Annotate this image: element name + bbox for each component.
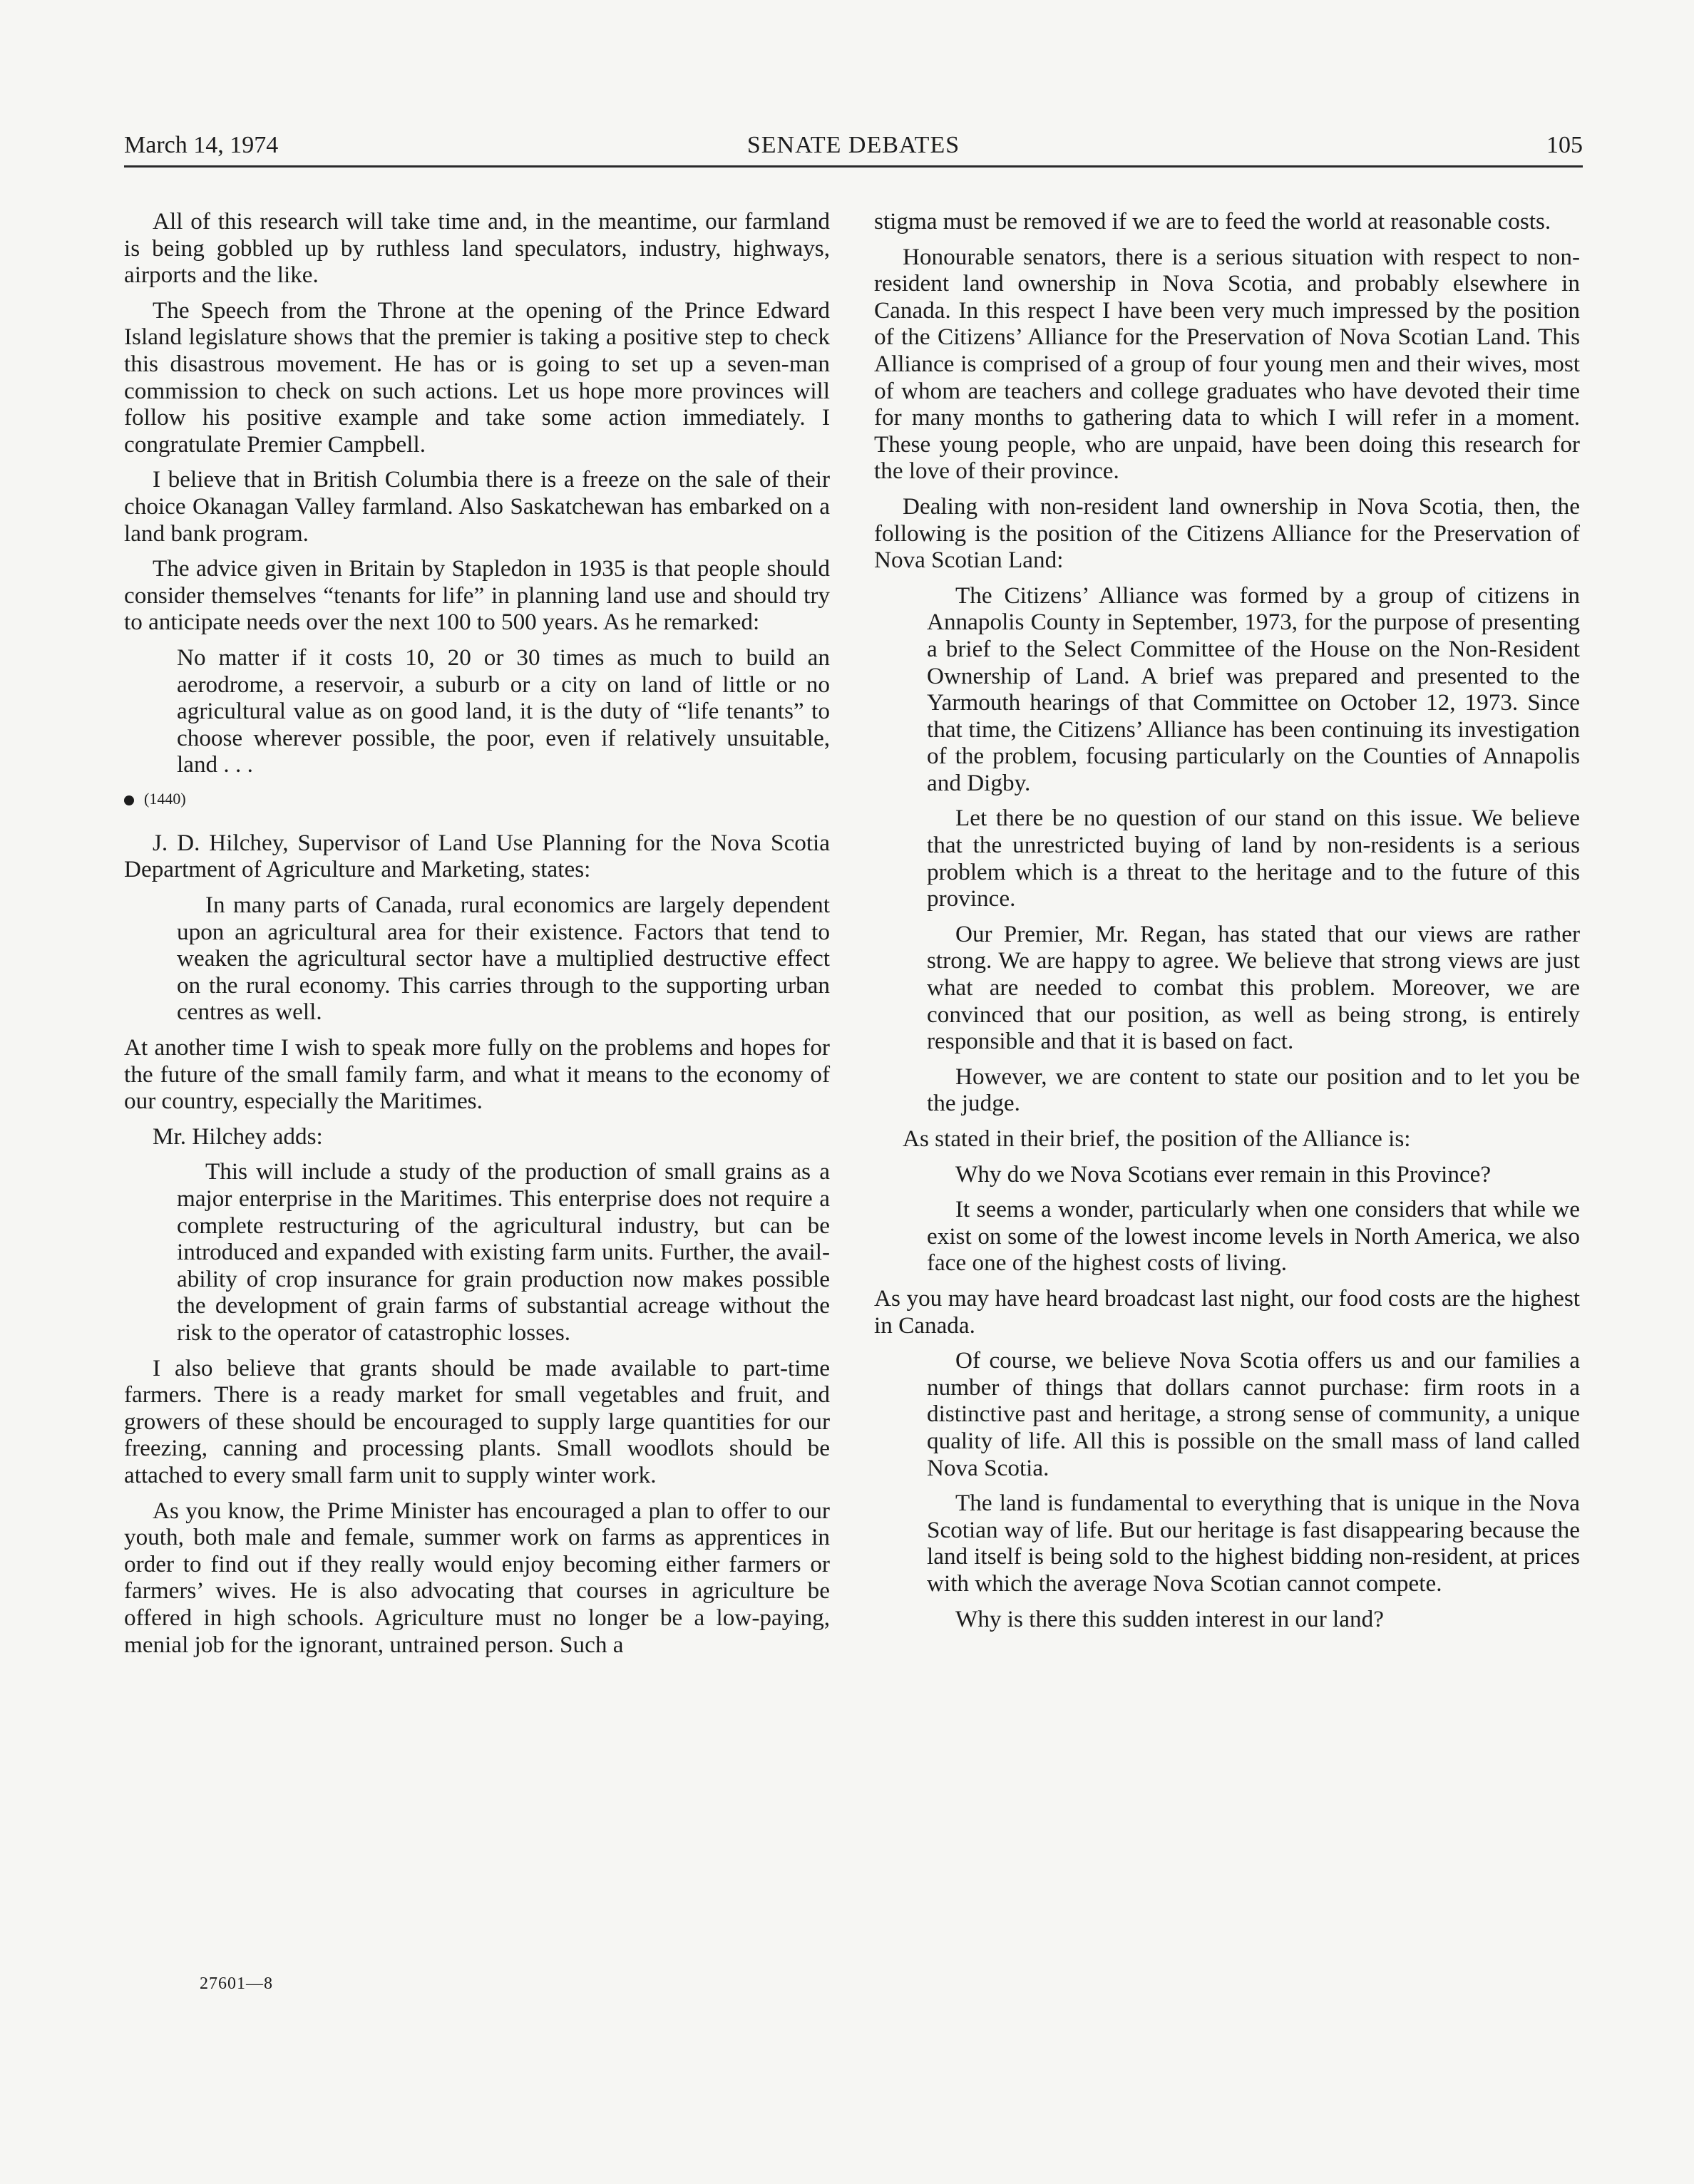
- bullet-icon: [124, 795, 134, 805]
- time-marker: [124, 788, 830, 810]
- paragraph: I believe that in British Columbia there is a freeze on the sale of their choice Okanagan Valley farmland. Also Saskatchewan has embarked on a land bank program.: [124, 466, 830, 547]
- time-marker-label: (1440): [144, 789, 186, 808]
- block-quote: This will include a study of the production of small grains as a major enterprise in the Maritimes. This enterprise does not require a complete restructuring of the agricultural industry, but can be introduced and expanded with existing farm units. Further, the availability of crop insurance for grain production now makes possible the development of grain farms of substantial acreage without the risk to the operator of catastrophic losses.: [177, 1158, 830, 1346]
- header-date: March 14, 1974: [124, 132, 279, 158]
- paragraph: All of this research will take time and, in the meantime, our farmland is being gobbled up by ruthless land speculators, industry, highways, airports and the like.: [124, 208, 830, 289]
- right-column: [874, 208, 1580, 1641]
- paragraph: stigma must be removed if we are to feed the world at reasonable costs.: [874, 208, 1551, 235]
- paragraph: As you may have heard broadcast last night, our food costs are the highest in Canada.: [874, 1284, 1580, 1339]
- paragraph: As you know, the Prime Minister has encouraged a plan to offer to our youth, both male and female, summer work on farms as apprentices in order to find out if they really would enjoy becoming either farmers or farmers’ wives. He is also advocating that courses in agriculture be offered in high schools. Agriculture must no longer be a low-paying, menial job for the ignorant, untrained person. Such a: [124, 1497, 830, 1658]
- paragraph: J. D. Hilchey, Supervisor of Land Use Planning for the Nova Scotia Department of Agriculture and Marketing, states:: [124, 829, 830, 883]
- paragraph: Mr. Hilchey adds:: [153, 1123, 323, 1150]
- block-quote: No matter if it costs 10, 20 or 30 times as much to build an aerodrome, a reservoir, a suburb or a city on land of little or no agricultural value as on good land, it is the duty of “life tenants” to choose wherever possible, the poor, even if relatively unsuitable, land . . .: [177, 644, 830, 778]
- block-quote: Of course, we believe Nova Scotia offers us and our families a number of things that dollars cannot purchase: firm roots in a distinctive past and heritage, a strong sense of community, a unique quality of life. All this is possible on the small mass of land called Nova Scotia.: [927, 1347, 1580, 1481]
- paragraph: The Speech from the Throne at the opening of the Prince Edward Island legislature shows that the premier is taking a positive step to check this disastrous movement. He has or is going to set up a seven-man commission to check on such actions. Let us hope more provinces will follow his positive example and take some action immediately. I congratulate Premier Campbell.: [124, 297, 830, 458]
- paragraph: At another time I wish to speak more fully on the problems and hopes for the future of the small family farm, and what it means to the economy of our country, especially the Maritimes.: [124, 1034, 830, 1115]
- page-header: [124, 125, 1583, 168]
- footer-code: 27601—8: [200, 1974, 273, 1993]
- block-quote: In many parts of Canada, rural economics are largely dependent upon an agricultural area for their existence. Factors that tend to weaken the agricultural sector have a multiplied destructive effect on the rural economy. This carries through to the supporting urban centres as well.: [177, 892, 830, 1026]
- block-quote: However, we are content to state our position and to let you be the judge.: [927, 1063, 1580, 1117]
- block-quote: The land is fundamental to everything that is unique in the Nova Scotian way of life. But our heritage is fast disappearing because the land itself is being sold to the highest bidding non-resident, at prices with which the average Nova Scotian cannot compete.: [927, 1490, 1580, 1597]
- block-quote: Why is there this sudden interest in our land?: [955, 1605, 1384, 1632]
- block-quote: The Citizens’ Alliance was formed by a group of citizens in Annapolis County in September, 1973, for the purpose of presenting a brief to the Select Committee of the House on the Non-Resident Ownership of Land. A brief was prepared and presented to the Yarmouth hearings of that Committee on October 12, 1973. Since that time, the Citizens’ Alliance has been continuing its investigation of the problem, focusing particularly on the Counties of Annapolis and Digby.: [927, 582, 1580, 796]
- paragraph: I also believe that grants should be made available to part-time farmers. There is a ready market for small vegetables and fruit, and growers of these should be encouraged to supply large quantities for our freezing, canning and processing plants. Small woodlots should be attached to every small farm unit to supply winter work.: [124, 1354, 830, 1488]
- paragraph: As stated in their brief, the position of the Alliance is:: [903, 1126, 1411, 1152]
- header-title: SENATE DEBATES: [746, 132, 960, 158]
- block-quote: It seems a wonder, particularly when one considers that while we exist on some of the lowest income levels in North America, we also face one of the highest costs of living.: [927, 1196, 1580, 1277]
- paragraph: Honourable senators, there is a serious situation with respect to non-resident land ownership in Nova Scotia, and probably elsewhere in Canada. In this respect I have been very much impressed by the position of the Citizens’ Alliance for the Preservation of Nova Scotian Land. This Alliance is comprised of a group of four young men and their wives, most of whom are teachers and college graduates who have devoted their time for many months to gathering data to which I will refer in a moment. These young people, who are unpaid, have been doing this research for the love of their province.: [874, 243, 1580, 485]
- paragraph: Dealing with non-resident land ownership in Nova Scotia, then, the following is the position of the Citizens Alliance for the Preservation of Nova Scotian Land:: [874, 493, 1580, 574]
- page-number: 105: [1546, 132, 1583, 158]
- paragraph: The advice given in Britain by Stapledon in 1935 is that people should consider themselves “tenants for life” in planning land use and should try to anticipate needs over the next 100 to 500 years. As he remarked:: [124, 555, 830, 636]
- block-quote: Let there be no question of our stand on this issue. We believe that the unrestricted buying of land by non-residents is a serious problem which is a threat to the heritage and to the future of this province.: [927, 805, 1580, 912]
- block-quote: Our Premier, Mr. Regan, has stated that our views are rather strong. We are happy to agree. We believe that strong views are just what are needed to combat this problem. Moreover, we are convinced that our position, as well as being strong, is entirely responsible and that it is based on fact.: [927, 920, 1580, 1055]
- left-column: [124, 208, 830, 1667]
- block-quote: Why do we Nova Scotians ever remain in this Province?: [955, 1160, 1492, 1188]
